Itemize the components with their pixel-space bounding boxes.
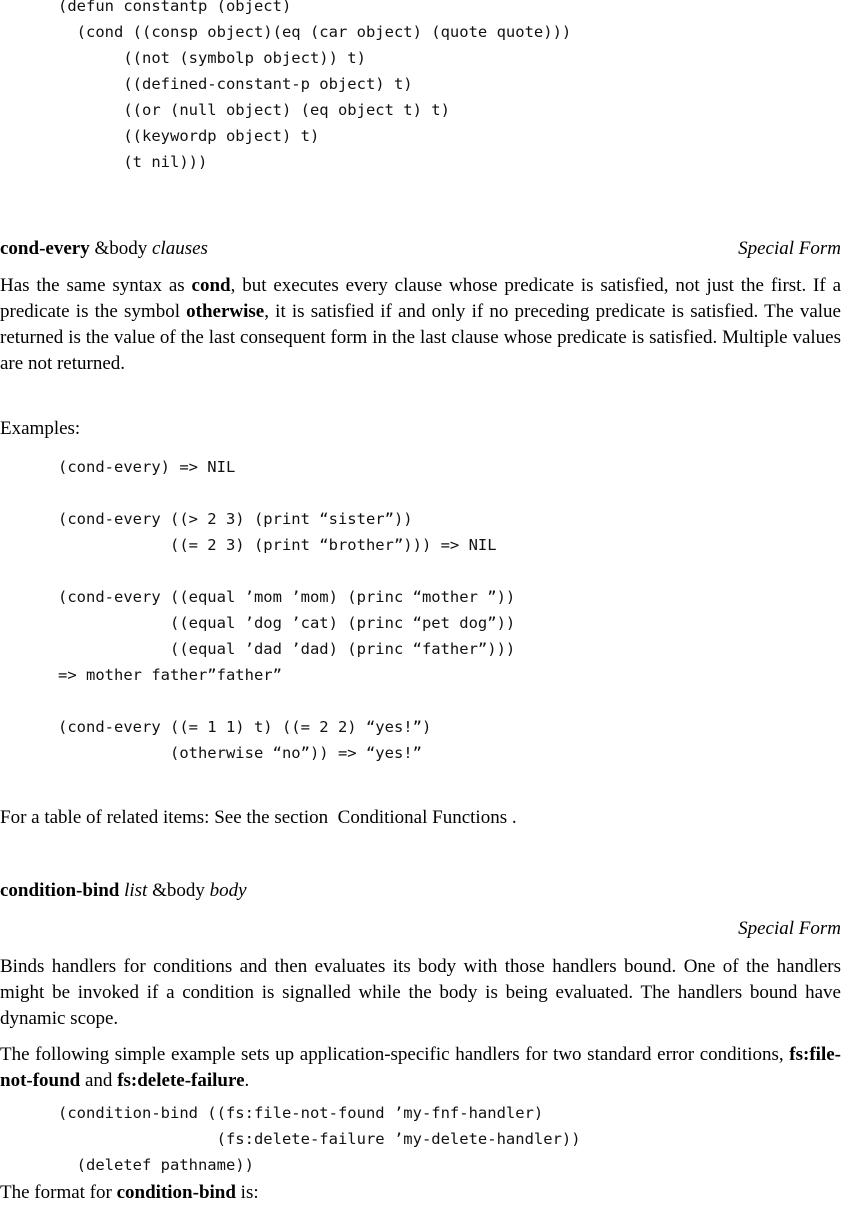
code-line: ((or (null object) (eq object t) t) (58, 101, 450, 119)
condition-bind-example-intro (0, 1042, 841, 1094)
entry-argument: clauses (151, 238, 208, 259)
lambda-keyword: &body (152, 880, 205, 901)
lambda-keyword: &body (94, 238, 148, 259)
code-line (58, 480, 515, 506)
code-line: ((equal ’dad ’dad) (princ “father”))) (58, 640, 516, 658)
text: , but executes every clause whose predicate is satisfied, not just the first. If a predicate is the symbol (0, 275, 841, 322)
entry-argument: list (124, 880, 148, 901)
cond-every-entry-header (0, 236, 841, 262)
code-term: otherwise (186, 301, 265, 322)
code-line: (otherwise “no”)) => “yes!” (58, 744, 422, 762)
condition-bind-entry-header (0, 878, 841, 904)
entry-name: cond-every (0, 238, 90, 259)
code-line: ((not (symbolp object)) t) (58, 49, 366, 67)
code-line: (fs:delete-failure ’my-delete-handler)) (58, 1130, 581, 1148)
entry-argument: body (209, 880, 247, 901)
entry-kind: Special Form (738, 238, 841, 259)
condition-bind-description: Binds handlers for conditions and then evaluates its body with those handlers bound. One of the handlers might be invoked if a condition is signalled while the body is being evaluated. The handlers bound have dynamic scope. (0, 956, 841, 1029)
code-line: (cond-every ((= 1 1) t) ((= 2 2) “yes!”) (58, 718, 432, 736)
entry-kind: Special Form (738, 918, 841, 939)
text: Has the same syntax as (0, 275, 192, 296)
related-items-note: For a table of related items: See the section Conditional Functions . (0, 807, 517, 828)
code-line: (deletef pathname)) (58, 1156, 254, 1174)
code-line: ((defined-constant-p object) t) (58, 75, 413, 93)
code-line: (condition-bind ((fs:file-not-found ’my-fnf-handler) (58, 1104, 544, 1122)
code-term: fs:delete-failure (117, 1070, 245, 1091)
code-line (58, 558, 515, 584)
cond-every-examples-code (58, 454, 515, 766)
code-line: (defun constantp (object) (58, 0, 292, 15)
code-term: fs:file-not-found (0, 1044, 841, 1091)
condition-bind-code (58, 1100, 581, 1178)
text: and (80, 1070, 118, 1091)
text: . (244, 1070, 250, 1091)
text: is: (235, 1182, 259, 1203)
code-line: ((keywordp object) t) (58, 127, 320, 145)
examples-label: Examples: (0, 418, 81, 439)
code-line: (cond-every) => NIL (58, 458, 236, 476)
code-line: => mother father”father” (58, 666, 282, 684)
text: The following simple example sets up application-specific handlers for two standard error conditions, (0, 1044, 790, 1065)
entry-name: condition-bind (0, 880, 120, 901)
code-line: ((= 2 3) (print “brother”))) => NIL (58, 536, 497, 554)
code-term: cond (191, 275, 231, 296)
condition-bind-format-note (0, 1180, 841, 1206)
cond-every-description (0, 273, 841, 377)
code-line: (t nil))) (58, 153, 208, 171)
code-line: (cond-every ((> 2 3) (print “sister”)) (58, 510, 413, 528)
code-term: condition-bind (116, 1182, 236, 1203)
text: The format for (0, 1182, 117, 1203)
code-line: (cond-every ((equal ’mom ’mom) (princ “mother ”)) (58, 588, 516, 606)
constantp-code-block (58, 0, 571, 175)
code-line (58, 688, 515, 714)
code-line: (cond ((consp object)(eq (car object) (quote quote))) (58, 23, 572, 41)
code-line: ((equal ’dog ’cat) (princ “pet dog”)) (58, 614, 516, 632)
text: , it is satisfied if and only if no preceding predicate is satisfied. The value returned is the value of the last consequent form in the last clause whose predicate is satisfied. Multiple values are not returned. (0, 301, 841, 374)
